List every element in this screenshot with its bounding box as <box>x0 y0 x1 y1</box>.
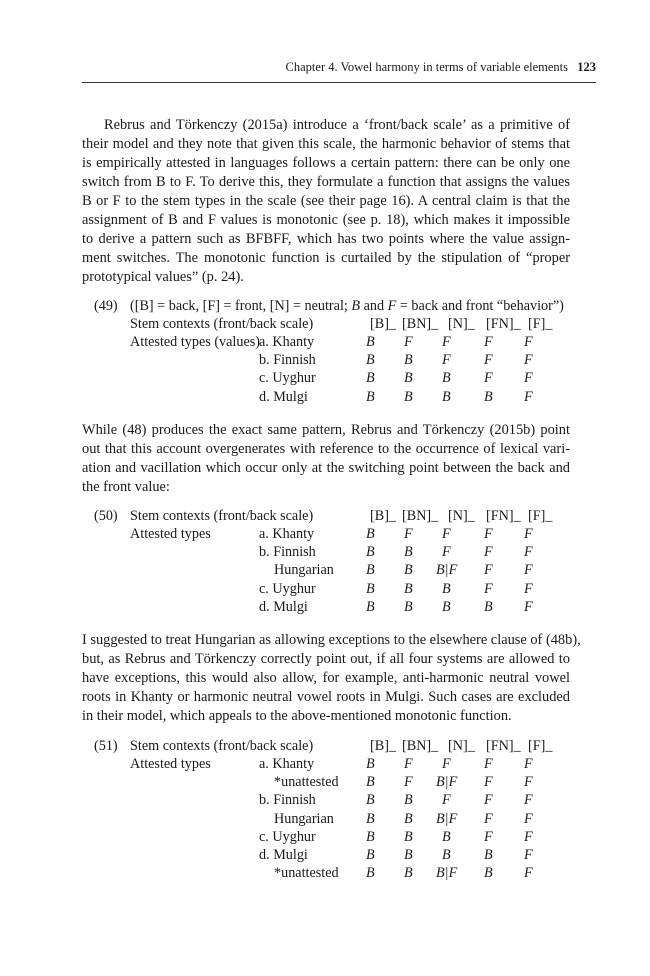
column-header: [FN]_ <box>486 508 521 524</box>
column-header: [BN]_ <box>402 508 439 524</box>
harmony-value: F <box>484 562 493 579</box>
text-line: Rebrus and Törkenczy (2015a) introduce a ‘front/back scale’ as a primitive of <box>104 117 570 133</box>
harmony-value: B <box>366 352 375 369</box>
harmony-value: B <box>484 598 493 615</box>
text-line: but, as Rebrus and Törkenczy correctly point out, if all four systems are allowed to <box>82 651 570 667</box>
table-row <box>82 865 582 883</box>
harmony-value: F <box>524 352 533 369</box>
harmony-value: F <box>484 334 493 350</box>
harmony-value: B <box>442 370 451 387</box>
column-header: [N]_ <box>448 738 475 754</box>
column-header: [F]_ <box>528 508 553 524</box>
harmony-value: F <box>524 865 533 882</box>
harmony-value: B <box>442 598 451 615</box>
example-heading: ([B] = back, [F] = front, [N] = neutral; B and F = back and front “behavior”) <box>130 298 564 314</box>
text-line: is empirically attested in languages follows a certain pattern: there can be only one <box>82 155 570 171</box>
harmony-value: B <box>366 544 375 561</box>
table-row <box>82 334 582 352</box>
harmony-value: B <box>404 865 413 882</box>
harmony-value: F <box>484 526 493 542</box>
paragraph-1 <box>82 116 570 287</box>
harmony-value: B <box>404 562 413 579</box>
harmony-value: F <box>524 810 533 827</box>
column-header: [FN]_ <box>486 738 521 754</box>
column-header: [BN]_ <box>402 316 439 332</box>
column-header: [F]_ <box>528 738 553 754</box>
harmony-value: F <box>442 526 451 542</box>
harmony-value: F <box>524 526 533 542</box>
text-line: ation and vacillation which occur only at the switching point between the back and <box>82 460 570 476</box>
text-line: ment switches. The monotonic function is curtailed by the stipulation of “proper <box>82 250 570 266</box>
column-header-row <box>82 316 582 334</box>
harmony-value: B <box>366 774 375 791</box>
language-label: a. Khanty <box>259 526 315 542</box>
text-line: prototypical values” (p. 24). <box>82 269 244 285</box>
harmony-value: F <box>524 792 533 809</box>
language-label: b. Finnish <box>259 352 316 369</box>
harmony-value: F <box>484 580 493 597</box>
example-number: (49) <box>94 298 118 314</box>
column-label: Stem contexts (front/back scale) <box>130 508 314 524</box>
page-number: 123 <box>577 60 596 74</box>
table-row <box>82 847 582 865</box>
column-header: [F]_ <box>528 316 553 332</box>
paragraph-3 <box>82 631 581 726</box>
language-label: c. Uyghur <box>259 370 316 387</box>
harmony-value: F <box>404 526 413 542</box>
table-row <box>82 581 582 599</box>
column-header-row <box>82 508 582 526</box>
harmony-value: B <box>366 865 375 882</box>
text-line: out that this account overgenerates with reference to the occurrence of lexical vari- <box>82 441 570 457</box>
language-label: b. Finnish <box>259 544 316 561</box>
harmony-value: B <box>404 370 413 387</box>
harmony-value: B <box>366 562 375 579</box>
harmony-value: B <box>366 792 375 809</box>
language-label: c. Uyghur <box>259 580 316 597</box>
language-label: a. Khanty <box>259 756 315 772</box>
table-row <box>82 544 582 562</box>
harmony-value: B <box>484 388 493 405</box>
text-line: While (48) produces the exact same pattern, Rebrus and Törkenczy (2015b) point <box>82 422 570 438</box>
text-line: to derive a pattern such as BFBFF, which has two points where the value assign- <box>82 231 570 247</box>
harmony-value: F <box>404 756 413 772</box>
type-label: Attested types <box>130 526 211 542</box>
harmony-value: B <box>442 580 451 597</box>
example-50 <box>82 508 582 617</box>
language-label: Hungarian <box>274 562 334 579</box>
harmony-value: B|F <box>436 562 458 579</box>
table-row <box>82 562 582 580</box>
text-line: switch from B to F. To derive this, they formulate a function that assigns the values <box>82 174 570 190</box>
text-line: the front value: <box>82 479 170 495</box>
example-number: (51) <box>94 738 118 754</box>
text-line: B or F to the stem types in the scale (see their page 16). A central claim is that the <box>82 193 570 209</box>
language-label: d. Mulgi <box>259 846 308 863</box>
harmony-value: B <box>404 792 413 809</box>
harmony-value: B <box>366 334 375 350</box>
harmony-value: B <box>366 810 375 827</box>
example-number: (50) <box>94 508 118 524</box>
harmony-value: F <box>484 352 493 369</box>
column-header: [B]_ <box>370 508 397 524</box>
harmony-value: B|F <box>436 865 458 882</box>
harmony-value: F <box>524 598 533 615</box>
harmony-value: F <box>524 580 533 597</box>
table-row <box>82 599 582 617</box>
running-header <box>82 58 596 83</box>
column-header: [FN]_ <box>486 316 521 332</box>
table-row <box>82 811 582 829</box>
harmony-value: F <box>484 810 493 827</box>
harmony-value: F <box>404 774 413 791</box>
harmony-value: B <box>442 846 451 863</box>
column-header: [N]_ <box>448 316 475 332</box>
column-label: Stem contexts (front/back scale) <box>130 316 314 332</box>
language-label: *unattested <box>274 865 339 882</box>
harmony-value: B <box>442 828 451 845</box>
language-label: b. Finnish <box>259 792 316 809</box>
harmony-value: F <box>484 756 493 772</box>
table-row <box>82 370 582 388</box>
harmony-value: B <box>404 580 413 597</box>
paragraph-2 <box>82 421 570 497</box>
text-line: have exceptions, this would also allow, for example, anti-harmonic neutral vowel <box>82 670 570 686</box>
harmony-value: B <box>484 865 493 882</box>
example-51 <box>82 738 582 883</box>
harmony-value: F <box>484 828 493 845</box>
harmony-value: B <box>404 388 413 405</box>
harmony-value: B <box>366 580 375 597</box>
table-row <box>82 526 582 544</box>
column-header: [B]_ <box>370 738 397 754</box>
harmony-value: B <box>404 828 413 845</box>
harmony-value: F <box>524 370 533 387</box>
harmony-value: F <box>484 544 493 561</box>
text-line: their model and they note that given this scale, the harmonic behavior of stems that <box>82 136 570 152</box>
table-row <box>82 829 582 847</box>
text-line: I suggested to treat Hungarian as allowing exceptions to the elsewhere clause of (48b), <box>82 632 581 648</box>
harmony-value: F <box>524 828 533 845</box>
harmony-value: B <box>366 526 375 542</box>
harmony-value: F <box>442 792 451 809</box>
column-header: [B]_ <box>370 316 397 332</box>
example-49 <box>82 298 582 407</box>
language-label: *unattested <box>274 774 339 791</box>
table-row <box>82 774 582 792</box>
harmony-value: F <box>484 370 493 387</box>
language-label: d. Mulgi <box>259 598 308 615</box>
table-row <box>82 792 582 810</box>
column-header: [BN]_ <box>402 738 439 754</box>
harmony-value: B <box>404 810 413 827</box>
harmony-value: B <box>404 352 413 369</box>
harmony-value: F <box>524 334 533 350</box>
harmony-value: F <box>524 774 533 791</box>
harmony-value: F <box>484 774 493 791</box>
table-row <box>82 352 582 370</box>
harmony-value: F <box>442 756 451 772</box>
column-header-row <box>82 738 582 756</box>
text-line: in their model, which appeals to the above-mentioned monotonic function. <box>82 708 512 724</box>
column-label: Stem contexts (front/back scale) <box>130 738 314 754</box>
harmony-value: F <box>442 544 451 561</box>
harmony-value: B <box>442 388 451 405</box>
harmony-value: F <box>484 792 493 809</box>
column-header: [N]_ <box>448 508 475 524</box>
harmony-value: F <box>404 334 413 350</box>
harmony-value: B <box>366 828 375 845</box>
language-label: c. Uyghur <box>259 828 316 845</box>
chapter-title: Chapter 4. Vowel harmony in terms of variable elements <box>285 60 568 74</box>
harmony-value: B <box>366 846 375 863</box>
language-label: d. Mulgi <box>259 388 308 405</box>
language-label: Hungarian <box>274 810 334 827</box>
harmony-value: F <box>524 562 533 579</box>
text-line: assignment of B and F values is monotonic (see p. 18), which makes it impossible <box>82 212 570 228</box>
harmony-value: B <box>366 388 375 405</box>
table-row <box>82 756 582 774</box>
harmony-value: B <box>404 544 413 561</box>
harmony-value: B <box>366 370 375 387</box>
harmony-value: F <box>524 544 533 561</box>
harmony-value: B|F <box>436 810 458 827</box>
harmony-value: F <box>524 846 533 863</box>
language-label: a. Khanty <box>259 334 315 350</box>
text-line: roots in Khanty or harmonic neutral vowel roots in Mulgi. Such cases are excluded <box>82 689 570 705</box>
type-label: Attested types (values) <box>130 334 261 350</box>
type-label: Attested types <box>130 756 211 772</box>
harmony-value: B <box>404 846 413 863</box>
harmony-value: F <box>442 352 451 369</box>
harmony-value: F <box>524 388 533 405</box>
harmony-value: B <box>366 756 375 772</box>
table-row <box>82 389 582 407</box>
harmony-value: B|F <box>436 774 458 791</box>
harmony-value: B <box>484 846 493 863</box>
harmony-value: F <box>524 756 533 772</box>
harmony-value: B <box>366 598 375 615</box>
harmony-value: F <box>442 334 451 350</box>
harmony-value: B <box>404 598 413 615</box>
